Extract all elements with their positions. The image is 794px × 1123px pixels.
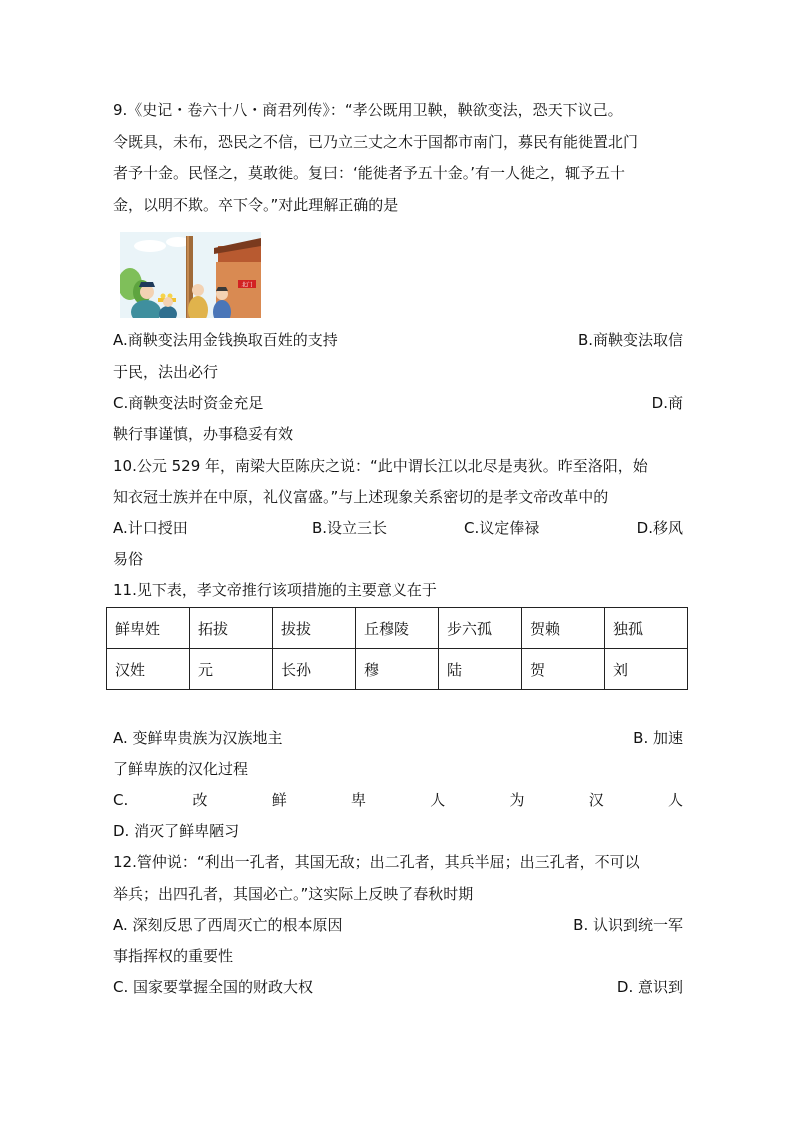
q9-stem-line-4: 金，以明不欺。卒下令。”对此理解正确的是 [113, 196, 399, 214]
q9-options-row-1 [113, 330, 683, 350]
q9-options-row-2 [113, 393, 683, 413]
q10-stem-line-2: 知衣冠士族并在中原，礼仪富盛。”与上述现象关系密切的是孝文帝改革中的 [113, 488, 609, 506]
table-cell: 贺 [522, 649, 605, 690]
q12-option-b: B. 认识到统一军 [573, 916, 683, 934]
q10-option-d-cont: 易俗 [113, 550, 144, 568]
q11-stem: 11.见下表，孝文帝推行该项措施的主要意义在于 [113, 581, 437, 599]
q9-option-d: D.商 [651, 394, 683, 412]
q9-stem-line-3: 者予十金。民怪之，莫敢徙。复曰：‘能徙者予五十金。’有一人徙之，辄予五十 [113, 164, 626, 182]
q11-option-c-char: 卑 [350, 791, 366, 809]
table-row [107, 608, 688, 649]
q11-option-c-char: 改 [192, 791, 208, 809]
q12-options-row-2 [113, 977, 683, 997]
table-cell: 元 [190, 649, 273, 690]
q12-options-row-1 [113, 915, 683, 935]
q11-option-c-char: 人 [430, 791, 446, 809]
q12-option-b-cont: 事指挥权的重要性 [113, 947, 234, 965]
q11-option-c-char: C. [113, 791, 129, 809]
q9-option-b: B.商鞅变法取信 [577, 331, 683, 349]
q9-illustration [120, 232, 261, 318]
q11-option-b: B. 加速 [633, 729, 683, 747]
table-cell: 贺赖 [522, 608, 605, 649]
q12-option-d: D. 意识到 [616, 978, 683, 996]
table-cell: 鲜卑姓 [107, 608, 190, 649]
q10-option-b: B.设立三长 [312, 519, 388, 537]
q9-option-b-cont: 于民，法出必行 [113, 363, 219, 381]
q11-option-d: D. 消灭了鲜卑陋习 [113, 822, 240, 840]
q12-stem-line-1: 12.管仲说：“利出一孔者，其国无敌；出二孔者，其兵半屈；出三孔者，不可以 [113, 853, 640, 871]
q10-stem-line-1: 10.公元 529 年，南梁大臣陈庆之说：“此中谓长江以北尽是夷狄。昨至洛阳，始 [113, 457, 648, 475]
q11-option-a: A. 变鲜卑贵族为汉族地主 [113, 729, 283, 747]
q11-options-row-1 [113, 728, 683, 748]
q12-option-c: C. 国家要掌握全国的财政大权 [113, 978, 314, 996]
q9-stem-line-1: 9.《史记・卷六十八・商君列传》：“孝公既用卫鞅，鞅欲变法，恐天下议己。 [113, 101, 623, 119]
q10-option-c: C.议定俸禄 [464, 519, 540, 537]
table-cell: 丘穆陵 [356, 608, 439, 649]
table-cell: 拔拔 [273, 608, 356, 649]
q11-option-b-cont: 了鲜卑族的汉化过程 [113, 760, 249, 778]
q11-option-c-char: 为 [509, 791, 525, 809]
q10-option-d: D.移风 [636, 519, 683, 537]
q11-option-c-char: 人 [667, 791, 683, 809]
table-cell: 穆 [356, 649, 439, 690]
q10-option-a: A.计口授田 [113, 519, 188, 537]
table-cell: 汉姓 [107, 649, 190, 690]
surname-table [106, 607, 688, 690]
table-cell: 刘 [605, 649, 688, 690]
q11-option-c [113, 790, 687, 810]
table-cell: 步六孤 [439, 608, 522, 649]
q9-option-d-cont: 鞅行事谨慎，办事稳妥有效 [113, 425, 294, 443]
q12-option-a: A. 深刻反思了西周灭亡的根本原因 [113, 916, 343, 934]
north-gate-sign-text: 北门 [241, 282, 253, 289]
q9-stem-line-2: 令既具，未布，恐民之不信，已乃立三丈之木于国都市南门，募民有能徙置北门 [113, 133, 639, 151]
q9-option-a: A.商鞅变法用金钱换取百姓的支持 [113, 331, 338, 349]
table-cell: 拓拔 [190, 608, 273, 649]
q11-option-c-char: 鲜 [271, 791, 287, 809]
q9-option-c: C.商鞅变法时资金充足 [113, 394, 264, 412]
q12-stem-line-2: 举兵；出四孔者，其国必亡。”这实际上反映了春秋时期 [113, 885, 474, 903]
table-cell: 陆 [439, 649, 522, 690]
q11-option-c-char: 汉 [588, 791, 604, 809]
table-row [107, 649, 688, 690]
table-cell: 长孙 [273, 649, 356, 690]
table-cell: 独孤 [605, 608, 688, 649]
